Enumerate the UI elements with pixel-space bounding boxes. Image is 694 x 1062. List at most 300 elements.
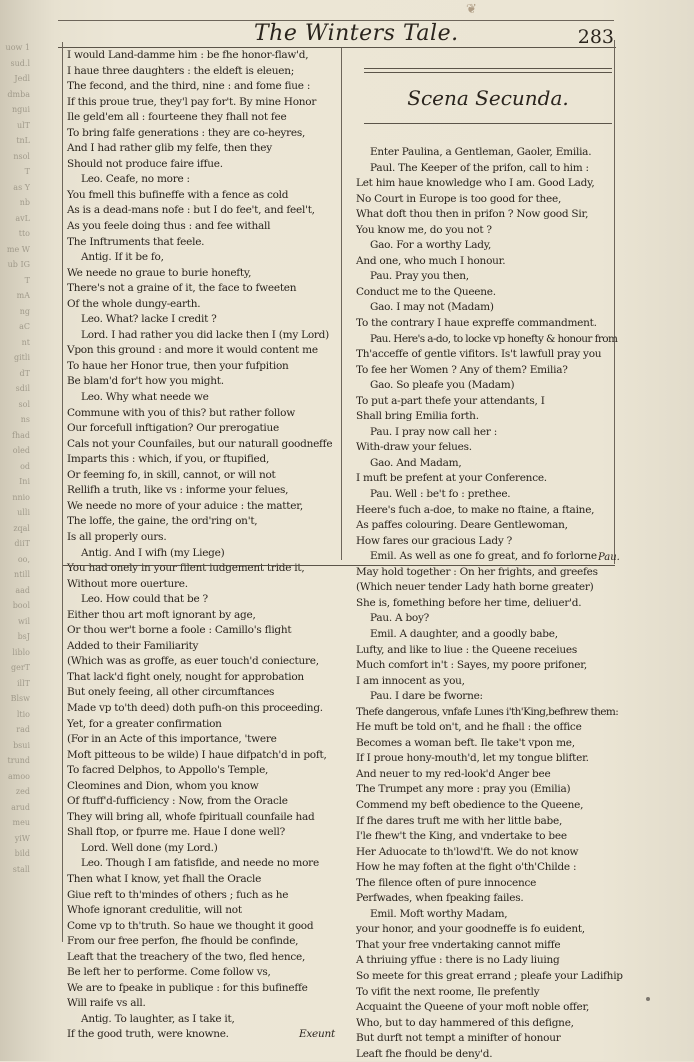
header-ornament-icon: ❦ [466, 2, 477, 17]
bleed-line: aC [19, 322, 30, 331]
line-text: Then what I know, yet fhall the Oracle [67, 872, 262, 885]
line-text: Come vp to th'truth. So haue we thought it good [67, 919, 314, 932]
bleed-line: arud [11, 802, 30, 812]
text-line [67, 483, 339, 499]
text-line [67, 328, 339, 344]
line-text: I'le fhew't the King, and vndertake to bee [356, 830, 567, 843]
bleed-line: tnL [16, 136, 30, 145]
line-text: (For in an Acte of this importance, 'twere [67, 733, 277, 746]
bleed-line: bild [14, 849, 30, 858]
text-line [67, 919, 339, 935]
text-line [356, 363, 634, 379]
line-text: A thriuing yffue : there is no Lady liuing [356, 954, 560, 967]
text-line [67, 670, 339, 686]
line-text: Will raife vs all. [67, 997, 146, 1010]
text-line [67, 654, 339, 670]
bleed-line: dT [19, 368, 30, 378]
line-text: As is a dead-mans nofe : but I do fee't, and feel't, [67, 204, 315, 217]
bleed-line: nnio [12, 492, 30, 502]
line-text: Leaft that the treachery of the two, fled hence, [67, 950, 306, 963]
text-line [67, 1027, 339, 1043]
bleed-line: nsol [13, 151, 30, 161]
bleed-line: stall [12, 864, 30, 874]
bleed-line: wil [18, 616, 30, 626]
text-line [67, 685, 339, 701]
line-text: From our free perfon, fhe fhould be confinde, [67, 935, 299, 948]
line-text: If this proue true, they'l pay for't. By mine Honor [67, 95, 317, 108]
bleed-line: oo, [17, 554, 30, 564]
text-line [356, 254, 634, 270]
bleed-line: sol [18, 399, 30, 409]
line-text: That your free vndertaking cannot miffe [356, 938, 561, 951]
text-line [356, 674, 634, 690]
bleed-line: illT [16, 678, 30, 688]
line-text: We neede no graue to burie honefty, [67, 266, 252, 279]
text-line [356, 736, 634, 752]
text-line [67, 468, 339, 484]
text-line [67, 390, 339, 406]
bleed-line: aad [15, 585, 30, 595]
text-line [356, 440, 634, 456]
text-line [67, 374, 339, 390]
text-line [356, 814, 634, 830]
text-line [67, 1012, 339, 1028]
line-text: How fares our gracious Lady ? [356, 534, 513, 547]
line-text: We neede no more of your aduice : the matter, [67, 499, 303, 512]
text-line [67, 235, 339, 251]
line-text: I am innocent as you, [356, 674, 465, 687]
bleed-line: amoo [8, 771, 30, 781]
bleed-line: meu [12, 818, 30, 827]
text-line [356, 767, 634, 783]
text-line [67, 639, 339, 655]
bleed-line: Ini [19, 477, 30, 486]
bleed-through-text [0, 40, 30, 900]
line-text: Becomes a woman beft. Ile take't vpon me, [356, 736, 575, 749]
right-text-column [356, 145, 634, 1062]
text-line [67, 266, 339, 282]
line-text: Ile geld'em all : fourteene they fhall not fee [67, 111, 287, 124]
line-text: Vpon this ground : and more it would content me [67, 344, 318, 357]
line-text: And one, who much I honour. [356, 254, 506, 267]
text-line [356, 643, 634, 659]
text-line [356, 409, 634, 425]
line-text: Enter Paulina, a Gentleman, Gaoler, Emilia. [370, 146, 592, 158]
text-line [356, 953, 634, 969]
text-line [67, 141, 339, 157]
ink-speck [646, 997, 650, 1001]
text-line [67, 965, 339, 981]
line-text: Leo. What? lacke I credit ? [81, 313, 217, 326]
line-text: No Court in Europe is too good for thee, [356, 192, 562, 205]
line-text: Paul. The Keeper of the prifon, call to him : [370, 161, 589, 174]
bleed-line: T [24, 275, 30, 285]
bleed-line: sud.l [10, 58, 30, 68]
line-text: That lack'd fight onely, nought for approbation [67, 670, 304, 683]
line-text: Or feeming fo, in skill, cannot, or will not [67, 468, 276, 481]
line-text: To put a-part thefe your attendants, I [356, 394, 545, 407]
line-text: Leo. Why what neede we [81, 391, 209, 404]
scene-rule-top-double [364, 72, 612, 73]
text-line [356, 425, 634, 441]
line-text: Emil. As well as one fo great, and fo forlorne [370, 550, 597, 563]
bleed-line: uow 1 [5, 43, 30, 52]
line-text: You fmell this bufineffe with a fence as cold [67, 188, 289, 201]
line-text: How he may foften at the fight o'th'Childe : [356, 861, 577, 874]
text-line [356, 611, 634, 627]
line-text: Antig. And I wifh (my Liege) [81, 546, 225, 559]
line-text: Pau. Here's a-do, to locke vp honefty & honour from [370, 332, 618, 345]
text-line [356, 471, 634, 487]
text-line [67, 530, 339, 546]
left-text-column [67, 48, 339, 1043]
bleed-line: liblo [12, 647, 30, 657]
text-line [356, 534, 634, 550]
line-text: I muft be prefent at your Conference. [356, 472, 547, 485]
text-line [356, 269, 634, 285]
line-text: Commune with you of this? but rather follow [67, 406, 295, 419]
text-line [356, 456, 634, 472]
line-text: With-draw your felues. [356, 441, 472, 454]
page-number: 283 [577, 26, 614, 48]
text-line [356, 487, 634, 503]
line-text: Cals not your Counfailes, but our naturall goodneffe [67, 437, 333, 450]
text-line [356, 565, 634, 581]
line-text: They will bring all, whofe fpirituall counfaile had [67, 810, 315, 823]
text-line [356, 876, 634, 892]
line-text: Gao. So pleafe you (Madam) [370, 379, 515, 392]
text-line [356, 580, 634, 596]
line-text: Rellifh a truth, like vs : informe your felues, [67, 484, 289, 497]
text-line [67, 110, 339, 126]
line-text: But durft not tempt a minifter of honour [356, 1032, 561, 1045]
text-line [356, 891, 634, 907]
text-line [356, 627, 634, 643]
bleed-line: gerT [10, 663, 30, 672]
bleed-line: trund [7, 756, 30, 765]
bleed-line: sdil [15, 384, 30, 393]
line-text: Shall ftop, or fpurre me. Haue I done well? [67, 826, 285, 839]
text-line [356, 145, 634, 161]
line-text: Is all properly ours. [67, 530, 167, 543]
text-line [67, 281, 339, 297]
text-line [356, 985, 634, 1001]
scene-heading: Scena Secunda. [407, 86, 569, 110]
line-text: The Trumpet any more : pray you (Emilia) [356, 783, 571, 796]
bleed-line: bool [12, 601, 30, 610]
text-line [67, 872, 339, 888]
text-line [356, 596, 634, 612]
text-line [67, 437, 339, 453]
text-line [67, 561, 339, 577]
column-divider-rule [341, 48, 342, 560]
text-line [356, 658, 634, 674]
text-line [67, 343, 339, 359]
text-line [356, 285, 634, 301]
text-line [67, 79, 339, 95]
text-line [356, 347, 634, 363]
line-text: Her Aduocate to th'lowd'ft. We do not know [356, 845, 579, 858]
text-line [356, 1031, 634, 1047]
text-line [67, 608, 339, 624]
line-text: Much comfort in't : Sayes, my poore prifoner, [356, 659, 587, 672]
line-text: So meete for this great errand ; pleafe your Ladifhip [356, 969, 623, 982]
catchword: Pau. [598, 552, 620, 563]
line-text: Made vp to'th deed) doth pufh-on this proceeding. [67, 701, 323, 714]
bleed-line: oled [12, 446, 30, 455]
line-text: Whofe ignorant credulitie, will not [67, 904, 242, 917]
bleed-line: Jedl [14, 74, 30, 83]
line-text: What doft thou then in prifon ? Now good Sir, [356, 208, 589, 221]
bleed-line: mA [16, 291, 30, 300]
text-line [67, 250, 339, 266]
line-text: As you feele doing thus : and fee withall [67, 220, 271, 233]
line-text: To vifit the next roome, Ile prefently [356, 985, 540, 998]
line-text: Who, but to day hammered of this defigne, [356, 1016, 574, 1029]
text-line [67, 903, 339, 919]
bleed-line: nt [21, 337, 30, 347]
line-text: To bring falfe generations : they are co-heyres, [67, 126, 306, 139]
line-text: Be blam'd for't how you might. [67, 375, 224, 388]
bleed-line: as Y [13, 182, 30, 192]
text-line [356, 1016, 634, 1032]
text-line [67, 794, 339, 810]
text-line [356, 238, 634, 254]
line-text: Added to their Familiarity [67, 639, 199, 652]
text-line [356, 518, 634, 534]
text-line [356, 176, 634, 192]
line-text: Of the whole dungy-earth. [67, 297, 201, 310]
line-text: If I proue hony-mouth'd, let my tongue blifter. [356, 752, 589, 765]
line-text: Cleomines and Dion, whom you know [67, 779, 259, 792]
line-text: Gao. And Madam, [370, 456, 462, 469]
text-line [67, 452, 339, 468]
text-line [67, 172, 339, 188]
bleed-line: yiW [14, 833, 30, 843]
line-text: You know me, do you not ? [356, 223, 492, 236]
text-line [67, 592, 339, 608]
text-line [67, 126, 339, 142]
line-text: Gao. I may not (Madam) [370, 301, 494, 314]
line-text: (Which was as groffe, as euer touch'd coniecture, [67, 655, 319, 668]
text-line [356, 549, 634, 565]
bleed-line: zqal [13, 523, 30, 533]
line-text: And I had rather glib my felfe, then they [67, 142, 272, 155]
text-line [67, 950, 339, 966]
text-line [356, 394, 634, 410]
bleed-line: od [20, 461, 30, 471]
text-line [356, 860, 634, 876]
bleed-line: ng [19, 306, 30, 316]
exit-direction: Exeunt [298, 1028, 335, 1041]
line-text: Perfwades, when fpeaking failes. [356, 892, 524, 905]
text-line [67, 888, 339, 904]
text-line [67, 312, 339, 328]
line-text: To fee her Women ? Any of them? Emilia? [356, 363, 568, 376]
text-line [67, 203, 339, 219]
text-line [67, 48, 339, 64]
line-text: But onely feeing, all other circumftances [67, 686, 275, 699]
text-line [67, 810, 339, 826]
line-text: The Inftruments that feele. [67, 235, 205, 248]
line-text: Emil. A daughter, and a goodly babe, [370, 627, 558, 640]
bleed-line: gitli [13, 353, 30, 362]
text-line [356, 829, 634, 845]
bleed-line: ub IG [7, 260, 30, 269]
bottom-rule [63, 565, 615, 566]
line-text: Acquaint the Queene of your moft noble offer, [356, 1001, 590, 1014]
line-text: Should not produce faire iffue. [67, 157, 223, 170]
text-line [356, 161, 634, 177]
line-text: Pau. Well : be't fo : prethee. [370, 488, 511, 501]
text-line [67, 95, 339, 111]
line-text: Of ftuff'd-fufficiency : Now, from the Oracle [67, 795, 288, 808]
text-line [356, 1047, 634, 1062]
text-line [67, 825, 339, 841]
text-line [67, 841, 339, 857]
line-text: Antig. To laughter, as I take it, [81, 1012, 235, 1025]
text-line [67, 546, 339, 562]
text-line [356, 922, 634, 938]
bleed-line: ngui [12, 105, 30, 114]
text-line [356, 207, 634, 223]
line-text: The filence often of pure innocence [356, 876, 537, 889]
text-line [67, 701, 339, 717]
scene-rule-top [364, 68, 612, 69]
text-line [356, 705, 634, 721]
text-line [67, 623, 339, 639]
text-line [356, 845, 634, 861]
text-line [67, 514, 339, 530]
line-text: Leaft fhe fhould be deny'd. [356, 1047, 493, 1060]
line-text: Pau. A boy? [370, 612, 430, 625]
text-line [356, 316, 634, 332]
text-line [67, 64, 339, 80]
text-line [67, 717, 339, 733]
text-line [67, 577, 339, 593]
line-text: Pau. Pray you then, [370, 270, 469, 283]
line-text: There's not a graine of it, the face to fweeten [67, 282, 297, 295]
line-text: Let him haue knowledge who I am. Good Lady, [356, 177, 595, 190]
line-text: Imparts this : which, if you, or ftupified, [67, 453, 270, 466]
bleed-line: zed [15, 787, 30, 796]
text-line [356, 503, 634, 519]
line-text: As paffes colouring. Deare Gentlewoman, [356, 519, 568, 532]
line-text: The loffe, the gaine, the ord'ring on't, [67, 515, 258, 528]
bleed-line: avL [15, 213, 30, 223]
bleed-line: ns [20, 415, 30, 424]
bleed-line: fhad [11, 430, 30, 440]
text-line [356, 378, 634, 394]
text-line [67, 297, 339, 313]
line-text: Antig. If it be fo, [81, 251, 164, 264]
line-text: Commend my beft obedience to the Queene, [356, 798, 584, 811]
line-text: Giue reft to th'mindes of others ; fuch as he [67, 888, 289, 901]
running-title: The Winters Tale. [254, 21, 459, 46]
line-text: your honor, and your goodneffe is fo euident, [356, 923, 585, 936]
text-line [356, 223, 634, 239]
line-text: To facred Delphos, to Appollo's Temple, [67, 764, 269, 777]
line-text: Heere's fuch a-doe, to make no ftaine, a ftaine, [356, 503, 595, 516]
line-text: Pau. I dare be fworne: [370, 690, 483, 703]
text-line [356, 751, 634, 767]
text-line [67, 748, 339, 764]
text-line [67, 779, 339, 795]
line-text: Our forcefull inftigation? Our prerogatiue [67, 422, 280, 435]
bleed-line: Blsw [10, 694, 30, 703]
text-line [356, 1000, 634, 1016]
line-text: Emil. Moft worthy Madam, [370, 907, 508, 920]
text-line [67, 406, 339, 422]
line-text: You had onely in your filent iudgement tride it, [67, 562, 305, 575]
text-line [67, 359, 339, 375]
line-text: Be left her to performe. Come follow vs, [67, 966, 271, 979]
bleed-line: tto [18, 229, 30, 238]
text-line [67, 981, 339, 997]
text-line [356, 689, 634, 705]
line-text: Conduct me to the Queene. [356, 285, 496, 298]
line-text: To the contrary I haue expreffe commandment. [356, 317, 597, 330]
text-line [356, 192, 634, 208]
text-line [356, 969, 634, 985]
text-line [67, 499, 339, 515]
line-text: Lord. Well done (my Lord.) [81, 841, 218, 854]
line-text: Moft pitteous to be wilde) I haue difpatch'd in poft, [67, 748, 327, 761]
line-text: Or thou wer't borne a foole : Camillo's flight [67, 624, 292, 637]
line-text: Leo. Ceafe, no more : [81, 173, 190, 186]
line-text: Th'acceffe of gentle vifitors. Is't lawfull pray you [356, 348, 602, 361]
text-line [67, 219, 339, 235]
line-text: Pau. I pray now call her : [370, 425, 498, 438]
line-text: Thefe dangerous, vnfafe Lunes i'th'King,befhrew them: [356, 705, 619, 718]
text-line [67, 856, 339, 872]
line-text: May hold together : On her frights, and greefes [356, 565, 598, 578]
line-text: We are to fpeake in publique : for this bufineffe [67, 981, 308, 994]
line-text: Lord. I had rather you did lacke then I (my Lord) [81, 328, 329, 341]
line-text: Without more ouerture. [67, 577, 188, 590]
bleed-line: nb [19, 198, 30, 207]
text-line [67, 996, 339, 1012]
line-text: I would Land-damme him : be fhe honor-flaw'd, [67, 49, 309, 61]
scene-rule-bottom [364, 123, 612, 124]
line-text: Leo. How could that be ? [81, 593, 208, 606]
left-margin-rule [62, 42, 63, 942]
text-line [356, 938, 634, 954]
line-text: The fecond, and the third, nine : and fome fiue : [67, 80, 311, 93]
bleed-line: ntill [13, 570, 30, 579]
bleed-line: diiT [14, 539, 30, 548]
line-text: She is, fomething before her time, deliuer'd. [356, 596, 582, 609]
line-text: And neuer to my red-look'd Anger bee [356, 767, 551, 780]
line-text: Either thou art moft ignorant by age, [67, 608, 256, 621]
text-line [356, 907, 634, 923]
text-line [67, 934, 339, 950]
line-text: Leo. Though I am fatisfide, and neede no more [81, 857, 319, 870]
text-line [356, 332, 634, 348]
bleed-line: dmba [7, 89, 30, 99]
line-text: If the good truth, were knowne. [67, 1028, 229, 1041]
text-line [356, 782, 634, 798]
bleed-line: ulli [17, 508, 30, 517]
bleed-line: bsJ [17, 632, 30, 641]
text-line [356, 300, 634, 316]
line-text: (Which neuer tender Lady hath borne greater) [356, 581, 594, 594]
text-line [356, 720, 634, 736]
bleed-line: bsui [13, 740, 30, 750]
text-line [67, 421, 339, 437]
line-text: Lufty, and like to liue : the Queene receiues [356, 643, 577, 656]
text-line [67, 157, 339, 173]
